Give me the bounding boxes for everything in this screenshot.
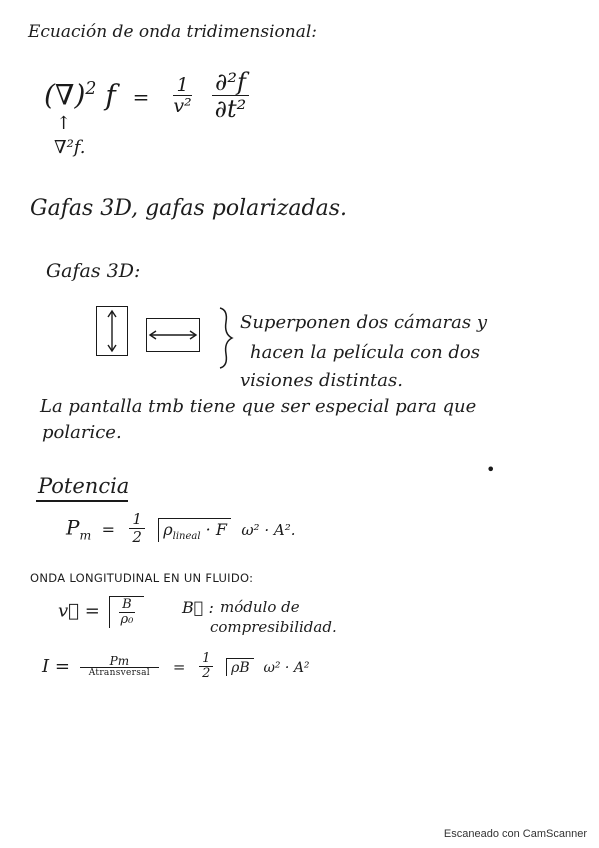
half-fraction — [129, 512, 145, 546]
intensity-root: ρB — [226, 658, 254, 676]
longitudinal-heading: ONDA LONGITUDINAL EN UN FLUIDO: — [30, 571, 254, 585]
glasses-description-line-3: visiones distintas. — [240, 370, 403, 391]
fraction-numerator: 1 — [129, 512, 145, 529]
power-formula-tail: ω² · A². — [241, 520, 296, 539]
equals-sign: = — [132, 85, 150, 110]
bulk-modulus-line-2: compresibilidad. — [210, 618, 337, 636]
fraction-denominator: ∂t² — [214, 95, 247, 124]
fraction-denominator: Atransversal — [88, 668, 150, 679]
horizontal-double-arrow-icon — [147, 319, 199, 351]
glasses-title: Gafas 3D, gafas polarizadas. — [30, 196, 348, 221]
fraction-numerator: Pm — [80, 655, 159, 669]
linear-density-subscript: lineal — [172, 530, 201, 542]
intensity-lhs: I = — [42, 655, 70, 677]
screen-note-line-1: La pantalla tmb tiene que ser especial para que — [40, 396, 477, 417]
bullet-mark: • — [486, 460, 496, 479]
laplacian-note: ∇²f. — [54, 137, 86, 158]
power-title-underline — [36, 500, 128, 502]
inverse-velocity-fraction — [170, 73, 194, 119]
half-fraction — [199, 652, 213, 682]
velocity-fraction — [118, 598, 137, 628]
bulk-modulus-line-1: módulo de — [220, 598, 300, 616]
power-symbol: P — [66, 515, 80, 540]
time-derivative-fraction — [212, 70, 250, 124]
glasses-subtitle: Gafas 3D: — [46, 260, 141, 282]
velocity-lhs: v⃗ = — [58, 600, 100, 622]
scanner-watermark: Escaneado con CamScanner — [443, 828, 587, 840]
intensity-formula — [42, 652, 310, 682]
glasses-description-line-1: Superponen dos cámaras y — [240, 312, 488, 333]
power-subscript: m — [79, 527, 92, 543]
bulk-modulus-symbol: B⃗ : — [182, 598, 214, 617]
fraction-denominator: 2 — [132, 527, 142, 546]
equals-sign: = — [172, 657, 186, 676]
intensity-tail: ω² · A² — [263, 659, 310, 676]
horizontal-polarizer-box — [146, 318, 200, 352]
linear-density-symbol: ρ — [163, 519, 173, 539]
square-root — [158, 518, 231, 542]
power-formula — [66, 512, 295, 546]
fraction-numerator: 1 — [173, 76, 191, 97]
nabla-exponent: 2 — [85, 79, 97, 100]
glasses-description-line-2: hacen la película con dos — [250, 342, 480, 363]
intensity-fraction — [80, 655, 159, 679]
wave-equation — [44, 70, 253, 124]
fraction-denominator: ρ₀ — [120, 611, 134, 627]
tension-symbol: · F — [205, 519, 227, 539]
up-arrow-icon: ↑ — [56, 113, 72, 134]
function-f: f — [105, 78, 116, 112]
velocity-root — [109, 596, 145, 628]
curly-brace-icon — [214, 306, 236, 370]
fraction-numerator: 1 — [199, 652, 213, 667]
fraction-numerator: B — [119, 598, 135, 613]
screen-note-line-2: polarice. — [42, 422, 122, 443]
fraction-denominator: v² — [173, 95, 192, 118]
velocity-formula — [58, 596, 144, 628]
equals-sign: = — [101, 519, 115, 539]
vertical-polarizer-box — [96, 306, 128, 356]
power-title: Potencia — [38, 474, 130, 498]
nabla-operator: (∇) — [44, 78, 86, 112]
fraction-denominator: 2 — [202, 665, 211, 681]
fraction-numerator: ∂²f — [212, 70, 249, 96]
vertical-double-arrow-icon — [97, 307, 127, 355]
wave-equation-heading: Ecuación de onda tridimensional: — [28, 22, 317, 42]
